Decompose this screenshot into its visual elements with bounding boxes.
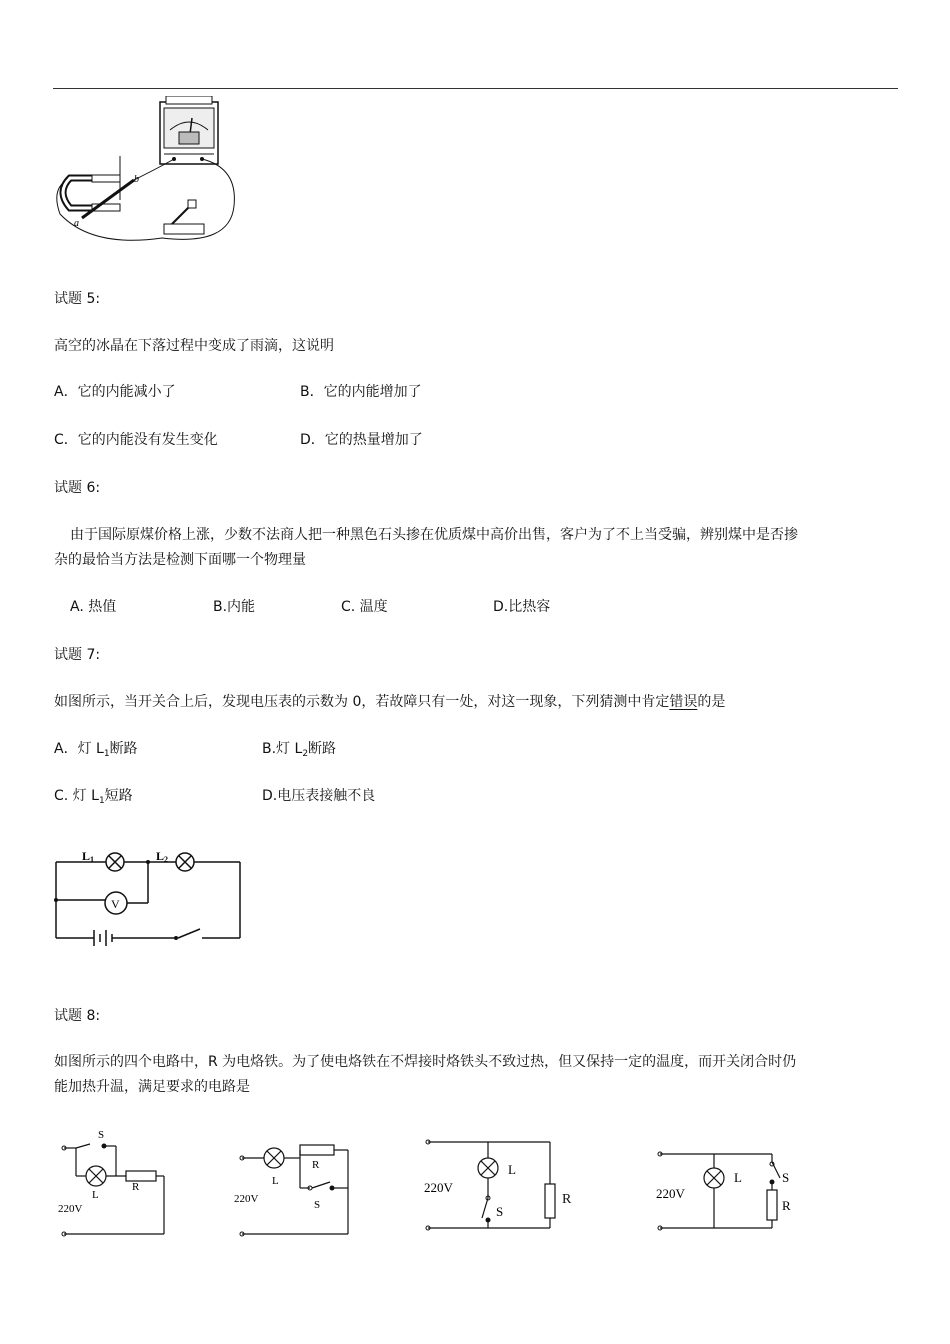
switch-label: S: [496, 1204, 504, 1219]
question-7-stem-main: 如图所示，当开关合上后，发现电压表的示数为 0，若故障只有一处，对这一现象，下列猜测中肯定: [54, 694, 670, 710]
label-a: a: [74, 218, 79, 229]
resistor-label: R: [312, 1159, 320, 1171]
question-5-option-b: B．它的内能增加了: [300, 384, 422, 400]
lamp-label: L: [92, 1189, 99, 1201]
question-6-option-d: D.比热容: [493, 599, 551, 615]
option-a-subscript: 1: [103, 749, 110, 759]
switch-label: S: [314, 1199, 321, 1211]
question-8-circuit-b: [232, 1136, 356, 1240]
switch-label: S: [98, 1129, 105, 1141]
question-5-option-d: D．它的热量增加了: [300, 432, 423, 448]
question-5-option-a: A．它的内能减小了: [54, 384, 176, 400]
lamp-label: L: [272, 1175, 279, 1187]
question-8-stem-line-1: 如图所示的四个电路中，R 为电烙铁。为了使电烙铁在不焊接时烙铁头不致过热，但又保持一定的温度，而开关闭合时仍: [54, 1054, 797, 1070]
voltage-label: 220V: [424, 1180, 453, 1195]
question-6-option-a: A. 热值: [70, 599, 117, 615]
question-7-option-b: [262, 739, 336, 761]
header-rule: [53, 88, 898, 89]
option-c-suffix: 短路: [104, 788, 133, 804]
question-8-label: 试题 8:: [54, 1008, 101, 1024]
question-6-stem-line-2: 杂的最恰当方法是检测下面哪一个物理量: [54, 552, 306, 568]
voltage-label: 220V: [58, 1203, 83, 1215]
question-7-option-a: [54, 739, 138, 761]
question-7-label: 试题 7:: [54, 647, 101, 663]
resistor-label: R: [782, 1198, 791, 1213]
resistor-label: R: [132, 1181, 140, 1193]
question-8-circuit-c: [420, 1134, 560, 1234]
lamp-label: L: [508, 1162, 516, 1177]
question-7-option-d: D.电压表接触不良: [262, 788, 376, 804]
option-c-text: C. 灯 L: [54, 788, 99, 804]
lamp-l1-label: L1: [82, 849, 95, 864]
circuit-c-resistor-label: R: [562, 1192, 572, 1207]
question-5-stem: 高空的冰晶在下落过程中变成了雨滴，这说明: [54, 338, 334, 354]
voltage-label: 220V: [656, 1186, 685, 1201]
question-6-label: 试题 6:: [54, 480, 101, 496]
question-7-stem-end: 的是: [697, 694, 726, 710]
lamp-l2-label: L2: [156, 849, 169, 864]
question-5-option-c: C．它的内能没有发生变化: [54, 432, 218, 448]
switch-label: S: [782, 1170, 790, 1185]
voltmeter-label: V: [111, 897, 120, 911]
question-7-option-c: [54, 786, 133, 808]
lamp-label: L: [734, 1170, 742, 1185]
question-7-stem-underlined: 错误: [669, 694, 698, 710]
option-b-subscript: 2: [302, 749, 309, 759]
question-7-circuit: [50, 846, 250, 946]
question-6-option-c: C. 温度: [341, 599, 388, 615]
option-c-subscript: 1: [98, 796, 105, 806]
question-6-stem-line-1: 由于国际原煤价格上涨，少数不法商人把一种黑色石头掺在优质煤中高价出售，客户为了不上当受骗，辨别煤中是否掺: [70, 527, 798, 543]
option-a-suffix: 断路: [109, 741, 138, 757]
question-8-circuit-a: [52, 1124, 172, 1240]
question-8-stem-line-2: 能加热升温，满足要求的电路是: [54, 1079, 250, 1095]
label-b: b: [134, 174, 139, 185]
question-7-stem: [54, 692, 725, 712]
option-b-text: B.灯 L: [262, 741, 303, 757]
option-b-suffix: 断路: [308, 741, 337, 757]
voltage-label: 220V: [234, 1193, 259, 1205]
galvanometer-experiment-figure: [52, 96, 242, 248]
option-a-text: A．灯 L: [54, 741, 104, 757]
question-5-label: 试题 5:: [54, 291, 101, 307]
question-6-option-b: B.内能: [213, 599, 256, 615]
question-8-circuit-d: [650, 1144, 800, 1238]
